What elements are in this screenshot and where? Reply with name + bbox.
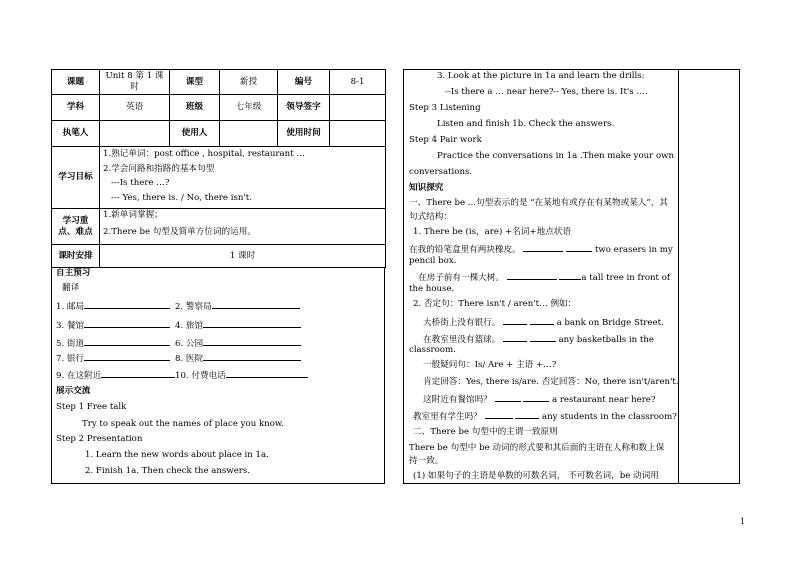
keypoints-content bbox=[100, 209, 386, 245]
vocab-item: 4. 旅馆 bbox=[175, 319, 301, 332]
exercise-line: 在我的铅笔盒里有两块橡皮。 two erasers in my bbox=[409, 245, 673, 255]
label-author: 执笔人 bbox=[52, 121, 100, 147]
label-objectives: 学习目标 bbox=[52, 147, 100, 209]
step1-text: Try to speak out the names of place you know. bbox=[82, 419, 284, 429]
exercise-line: 大桥街上没有银行。 a bank on Bridge Street. bbox=[423, 318, 664, 328]
drill-answer: -- Yes, there is. It's …. bbox=[553, 87, 648, 97]
step4-text: conversations. bbox=[409, 167, 473, 177]
label-keypoints: 学习重点、难点 bbox=[52, 209, 100, 245]
exercise-line: the house. bbox=[409, 284, 455, 294]
label-use-time: 使用时间 bbox=[278, 121, 330, 147]
lesson-info-table bbox=[51, 69, 386, 268]
objective-line: 2.学会问路和指路的基本句型 bbox=[103, 163, 215, 174]
preview-title: 自主预习 bbox=[56, 268, 91, 278]
knowledge-line: (1) 如果句子的主语是单数的可数名词， 不可数名词，be 动词用 bbox=[413, 471, 659, 481]
page-number: 1 bbox=[740, 517, 746, 526]
vocab-item: 6. 公园 bbox=[175, 337, 301, 350]
step4-heading: Step 4 Pair work bbox=[409, 135, 482, 145]
knowledge-line: 句式结构： bbox=[409, 212, 452, 222]
step2-heading: Step 2 Presentation bbox=[56, 434, 143, 444]
knowledge-line: 肯定回答：Yes, there is/are. 否定回答：No, there isn't/aren't. bbox=[423, 377, 679, 387]
label-number: 编号 bbox=[278, 70, 330, 95]
exercise-line: 在教室里没有篮球。 any basketballs in the bbox=[423, 335, 654, 345]
show-title: 展示交流 bbox=[56, 386, 91, 396]
label-topic: 课题 bbox=[52, 70, 100, 95]
knowledge-line: 一般疑问句：Is/ Are + 主语 +…? bbox=[423, 360, 557, 370]
step1-heading: Step 1 Free talk bbox=[56, 402, 127, 412]
knowledge-line: 一、There be ...句型表示的是 “在某地有或存在有某物或某人”，其 bbox=[409, 198, 668, 208]
label-subject: 学科 bbox=[52, 95, 100, 121]
knowledge-line: There be 句型中 be 动词的形式要和其后面的主语在人称和数上保 bbox=[409, 443, 665, 453]
vocab-item: 3. 餐馆 bbox=[56, 319, 170, 332]
vocab-item: 2. 警察局 bbox=[175, 300, 300, 313]
value-number: 8-1 bbox=[330, 70, 386, 95]
value-lesson-type: 新授 bbox=[220, 70, 278, 95]
label-class: 班级 bbox=[170, 95, 220, 121]
exercise-line: 教室里有学生吗？ any students in the classroom? bbox=[413, 412, 677, 422]
vocab-item: 7. 银行 bbox=[56, 352, 170, 365]
value-subject: 英语 bbox=[100, 95, 170, 121]
objective-line: 1.熟记单词：post office , hospital, restaurant … bbox=[103, 149, 305, 159]
exercise-line: pencil box. bbox=[409, 256, 457, 266]
drill-instruction: 3. Look at the picture in 1a and learn the drills: bbox=[437, 71, 645, 81]
step3-text: Listen and finish 1b. Check the answers. bbox=[437, 119, 615, 129]
knowledge-line: 2. 否定句：There isn't / aren't… 例如： bbox=[413, 299, 577, 309]
keypoint-line: 2.There be 句型及简单方位词的运用。 bbox=[103, 226, 256, 237]
step2-item: 2. Finish 1a. Then check the answers. bbox=[85, 466, 251, 476]
objective-line: ---Is there …? bbox=[111, 178, 170, 189]
value-topic: Unit 8 第 1 课时 bbox=[100, 70, 170, 95]
step2-item: 1. Learn the new words about place in 1a. bbox=[85, 450, 269, 460]
knowledge-line: 1. There be (is，are) +名词+地点状语 bbox=[413, 227, 571, 237]
vocab-item: 8. 医院 bbox=[175, 352, 301, 365]
label-lesson-type: 课型 bbox=[170, 70, 220, 95]
exercise-line: 在房子前有一棵大树。 a tall tree in front of bbox=[418, 273, 671, 283]
value-use-time bbox=[330, 121, 386, 147]
vocab-item: 10. 付费电话 bbox=[175, 369, 308, 382]
vocab-item: 9. 在这附近 bbox=[56, 369, 175, 382]
vocab-item: 1. 邮局 bbox=[56, 300, 170, 313]
label-leader-sign: 领导签字 bbox=[278, 95, 330, 121]
translate-label: 翻译 bbox=[62, 283, 80, 293]
objectives-content bbox=[100, 147, 386, 209]
keypoint-line: 1.新单词掌握； bbox=[103, 210, 163, 220]
label-schedule: 课时安排 bbox=[52, 245, 100, 268]
exercise-line: 这附近有餐馆吗？ a restaurant near here? bbox=[423, 395, 656, 405]
value-schedule: 1 课时 bbox=[100, 245, 386, 268]
value-user bbox=[220, 121, 278, 147]
step4-text: Practice the conversations in 1a .Then make your own bbox=[437, 151, 675, 161]
right-column-divider bbox=[678, 69, 679, 484]
knowledge-line: 持一致。 bbox=[409, 456, 444, 466]
knowledge-line: 二、There be 句型中的主谓一致原则 bbox=[413, 427, 558, 437]
objective-line: --- Yes, there is. / No, there isn't. bbox=[111, 193, 252, 204]
vocab-item: 5. 街道 bbox=[56, 337, 170, 350]
exercise-line: classroom. bbox=[409, 345, 456, 355]
label-user: 使用人 bbox=[170, 121, 220, 147]
value-leader-sign bbox=[330, 95, 386, 121]
value-author bbox=[100, 121, 170, 147]
step3-heading: Step 3 Listening bbox=[409, 103, 481, 113]
drill-question: --Is there a … near here? bbox=[445, 87, 554, 97]
value-class: 七年级 bbox=[220, 95, 278, 121]
knowledge-title: 知识探究 bbox=[409, 183, 444, 193]
